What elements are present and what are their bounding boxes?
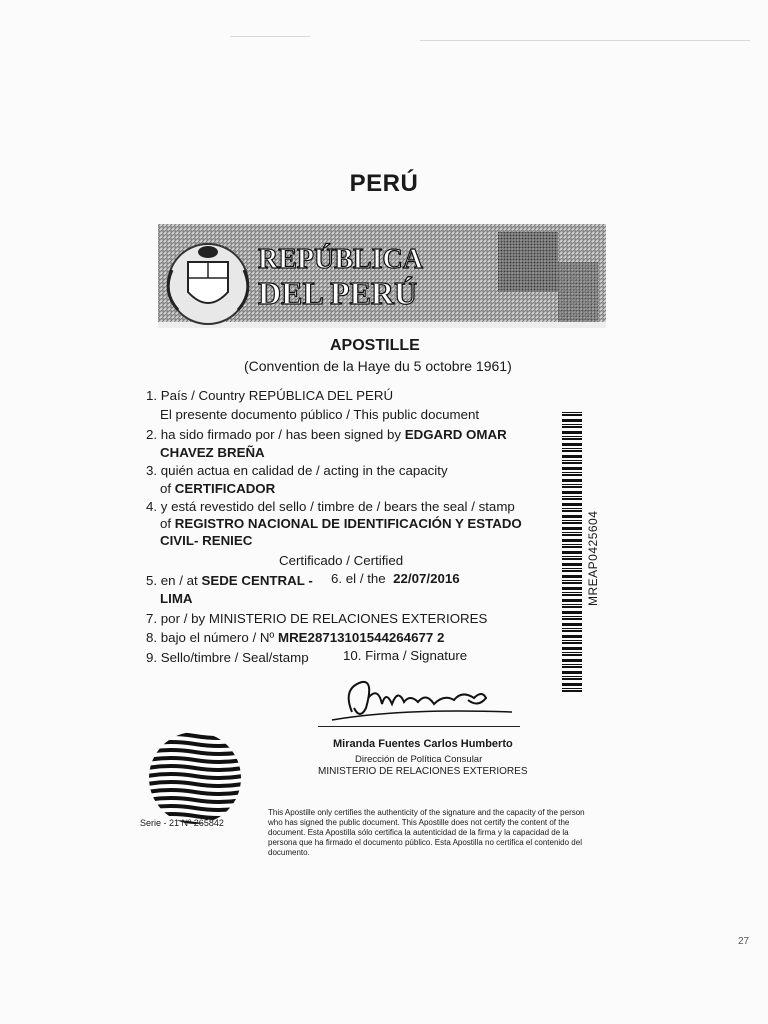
seal-stripe [147, 742, 243, 746]
seal-stripe [147, 734, 243, 738]
item-place: 5. en / at SEDE CENTRAL - [146, 573, 313, 588]
item-seal: 4. y está revestido del sello / timbre de / bears the seal / stamp [146, 499, 515, 514]
item-number: 8. bajo el número / Nº MRE28713101544264677 2 [146, 630, 445, 645]
serie-number: Serie - 21 Nº 265842 [140, 818, 224, 828]
barcode-bar [562, 479, 582, 482]
barcode-bar [562, 688, 582, 689]
scan-artifact [420, 40, 750, 41]
barcode-bar [562, 532, 582, 533]
barcode-bar [562, 498, 582, 500]
barcode-bar [562, 472, 582, 473]
barcode-bar [562, 683, 582, 686]
certified-heading: Certificado / Certified [279, 553, 404, 568]
barcode-bar [562, 467, 582, 470]
barcode-bar [562, 630, 582, 632]
barcode-bar [562, 587, 582, 590]
signatory-name: Miranda Fuentes Carlos Humberto [333, 738, 513, 750]
place-value-cont: LIMA [160, 591, 193, 606]
seal-value-cont: CIVIL- RENIEC [160, 533, 253, 548]
barcode-bar [562, 640, 582, 641]
scan-artifact [230, 36, 310, 37]
barcode-bar [562, 628, 582, 629]
barcode-bar [562, 568, 582, 569]
public-document-line: El presente documento público / This public document [160, 407, 480, 422]
item-date: 6. el / the 22/07/2016 [331, 571, 460, 586]
barcode-bar [562, 515, 582, 518]
handwritten-signature [322, 668, 522, 728]
barcode-bar [562, 616, 582, 617]
barcode-bar [562, 546, 582, 548]
barcode-bar [562, 462, 582, 464]
barcode-bar [562, 436, 582, 437]
barcode-bar [562, 671, 582, 674]
barcode-bar [562, 527, 582, 530]
barcode-bar [562, 642, 582, 644]
barcode-bar [562, 654, 582, 656]
barcode-bar [562, 486, 582, 488]
barcode-bar [562, 652, 582, 653]
capacity-value-line: of CERTIFICADOR [160, 481, 276, 496]
item-by: 7. por / by MINISTERIO DE RELACIONES EXTERIORES [146, 611, 488, 626]
barcode-bar [562, 690, 582, 692]
official-seal-icon [147, 730, 243, 826]
barcode-bar [562, 604, 582, 605]
item-signature: 10. Firma / Signature [343, 648, 468, 663]
barcode-bar [562, 412, 582, 413]
barcode-bar [562, 582, 582, 584]
barcode-bar [562, 448, 582, 449]
barcode-bar [562, 606, 582, 608]
barcode-bar [562, 419, 582, 422]
republic-banner [158, 222, 606, 330]
item-capacity: 3. quién actua en calidad de / acting in the capacity [146, 463, 448, 478]
barcode-bar [562, 556, 582, 557]
page-number: 27 [738, 936, 750, 947]
barcode-bar [562, 570, 582, 572]
convention-subtitle: (Convention de la Haye du 5 octobre 1961) [244, 358, 512, 374]
barcode-bar [562, 539, 582, 542]
svg-text:DEL PERÚ: DEL PERÚ [258, 275, 418, 311]
page-title: PERÚ [349, 170, 419, 197]
barcode-bar [562, 426, 582, 428]
barcode-bar [562, 520, 582, 521]
barcode-bar [562, 647, 582, 650]
barcode-bar [562, 599, 582, 602]
barcode-bar [562, 580, 582, 581]
item-seal-stamp: 9. Sello/timbre / Seal/stamp [146, 650, 309, 665]
barcode-bar [562, 594, 582, 596]
barcode-bar [562, 611, 582, 614]
barcode-bar [562, 676, 582, 677]
barcode-bar [562, 503, 582, 506]
apostille-title: APOSTILLE [330, 337, 420, 354]
barcode-bar [562, 558, 582, 560]
svg-text:REPÚBLICA: REPÚBLICA [258, 244, 423, 275]
barcode-bar [562, 508, 582, 509]
barcode-bar [562, 443, 582, 446]
apostille-disclaimer: This Apostille only certifies the authenticity of the signature and the capacity of the person who has signed the public document. This Apostille does not certify the content of the document. Esta Apostilla sólo certifica la autenticidad de la firma y la capacidad de la persona que ha firmado el documento público. Esta Apostilla no certifica el contenido del documento. [268, 808, 585, 857]
barcode-bar [562, 635, 582, 638]
barcode-bar [562, 424, 582, 425]
barcode-bar [562, 450, 582, 452]
barcode-bar [562, 563, 582, 566]
item-signed-by: 2. ha sido firmado por / has been signed by EDGARD OMAR [146, 427, 507, 442]
barcode-bar [562, 496, 582, 497]
barcode-bar [562, 592, 582, 593]
signed-by-name-cont: CHAVEZ BREÑA [160, 445, 265, 460]
barcode-bar [562, 438, 582, 440]
signature-line [318, 726, 520, 727]
barcode-bar [562, 623, 582, 626]
barcode-bar [562, 575, 582, 578]
signatory-ministry: MINISTERIO DE RELACIONES EXTERIORES [318, 766, 528, 777]
barcode-bar [562, 460, 582, 461]
item-country: 1. País / Country REPÚBLICA DEL PERÚ [146, 388, 394, 403]
barcode-bar [562, 664, 582, 665]
signatory-direction: Dirección de Política Consular [355, 754, 483, 765]
barcode-bar [562, 666, 582, 668]
barcode-bar [562, 414, 582, 416]
barcode-bar [562, 618, 582, 620]
barcode-bar [562, 484, 582, 485]
barcode-serial: MREAP0425604 [586, 510, 600, 606]
barcode-bar [562, 510, 582, 512]
barcode-bar [562, 491, 582, 494]
barcode-bar [562, 534, 582, 536]
barcode-bar [562, 522, 582, 524]
barcode-bar [562, 544, 582, 545]
barcode-bar [562, 659, 582, 662]
barcode-bar [562, 678, 582, 680]
barcode-bar [562, 431, 582, 434]
barcode [562, 412, 582, 692]
barcode-bar [562, 455, 582, 458]
barcode-bar [562, 551, 582, 554]
barcode-bar [562, 474, 582, 476]
seal-value-line: of REGISTRO NACIONAL DE IDENTIFICACIÓN Y ESTADO [160, 516, 522, 531]
coat-of-arms-icon [168, 244, 248, 324]
